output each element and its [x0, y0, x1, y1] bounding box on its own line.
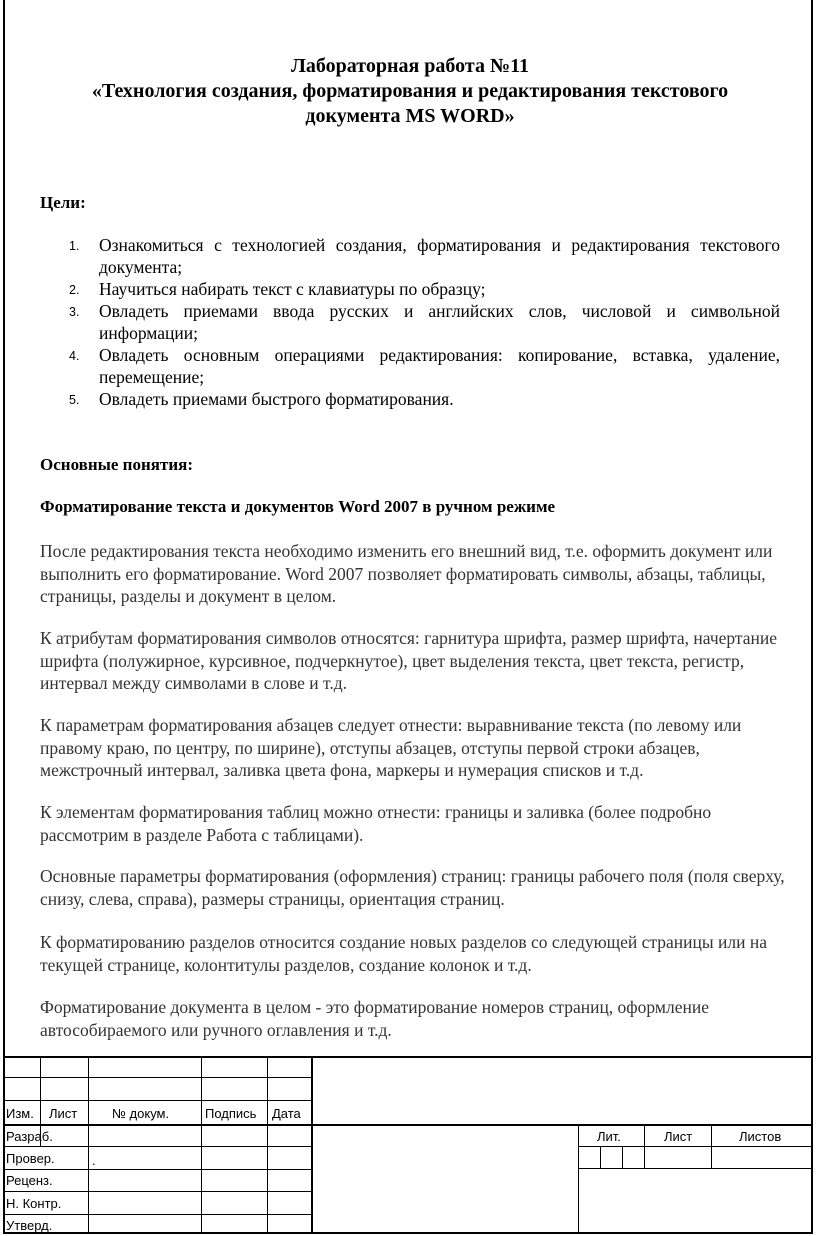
page-frame: [3, 0, 813, 1234]
stamp-prover: Провер.: [6, 1151, 55, 1166]
goal-text: Ознакомиться с технологией создания, форматирования и редактирования текстового документа;: [99, 235, 780, 277]
stamp-recenz: Реценз.: [6, 1173, 53, 1188]
goal-text: Овладеть основным операциями редактирования: копирование, вставка, удаление, перемещение;: [99, 345, 780, 387]
goal-item: [40, 344, 780, 388]
goals-heading: Цели:: [40, 193, 86, 212]
title-block-stamp: [3, 1056, 813, 1234]
goal-text: Овладеть приемами быстрого форматирования.: [99, 389, 454, 409]
stamp-signature: Подпись: [205, 1106, 257, 1121]
document-title: [40, 54, 780, 129]
stamp-razrab: Разраб.: [6, 1129, 53, 1144]
goal-number: 2.: [69, 283, 80, 297]
paragraph: Форматирование документа в целом - это форматирование номеров страниц, оформление автособираемого или ручного оглавления и т.д.: [40, 997, 709, 1040]
goal-text: Овладеть приемами ввода русских и английских слов, числовой и символьной информации;: [99, 301, 780, 343]
title-line-1: Лабораторная работа №11: [291, 55, 529, 77]
goals-list: [40, 234, 780, 410]
concepts-subheading: Форматирование текста и документов Word 2007 в ручном режиме: [40, 497, 556, 516]
title-line-3: документа MS WORD»: [305, 105, 515, 127]
stamp-list-col: Лист: [49, 1106, 78, 1121]
goal-item: [40, 300, 780, 344]
paragraph: Основные параметры форматирования (оформления) страниц: границы рабочего поля (поля сверху, снизу, слева, справа), размеры страницы, ориентация страниц.: [40, 866, 785, 909]
stamp-dot: .: [92, 1153, 96, 1168]
stamp-utverd: Утверд.: [6, 1218, 53, 1233]
stamp-lit: Лит.: [597, 1129, 621, 1144]
paragraph: К форматированию разделов относится создание новых разделов со следующей страницы или на текущей странице, колонтитулы разделов, создание колонок и т.д.: [40, 932, 768, 975]
stamp-date: Дата: [272, 1106, 301, 1121]
stamp-nkontr: Н. Контр.: [6, 1196, 62, 1211]
paragraph: После редактирования текста необходимо изменить его внешний вид, т.е. оформить документ или выполнить его форматирование. Word 2007 позволяет форматировать символы, абзацы, таблицы, страницы, разделы и документ в целом.: [40, 541, 773, 606]
goal-item: [40, 234, 780, 278]
goal-item: [40, 278, 780, 300]
goal-text: Научиться набирать текст с клавиатуры по образцу;: [99, 279, 486, 299]
goal-number: 1.: [69, 239, 80, 253]
stamp-sheet: Лист: [664, 1129, 693, 1144]
stamp-izm: Изм.: [6, 1106, 34, 1121]
title-line-2: «Технология создания, форматирования и редактирования текстового: [91, 80, 729, 102]
goal-number: 3.: [69, 305, 80, 319]
paragraph: К параметрам форматирования абзацев следует отнести: выравнивание текста (по левому или правому краю, по центру, по ширине), отступы абзацев, отступы первой строки абзацев, межстрочный интервал, заливка цвета фона, маркеры и нумерация списков и т.д.: [40, 715, 742, 780]
goal-item: [40, 388, 780, 410]
stamp-doc-number: № докум.: [112, 1106, 170, 1121]
paragraph: К атрибутам форматирования символов относятся: гарнитура шрифта, размер шрифта, начертание шрифта (полужирное, курсивное, подчеркнутое), цвет выделения текста, цвет текста, регистр, интервал между символами в слове и т.д.: [40, 628, 778, 693]
concepts-heading: Основные понятия:: [40, 455, 193, 474]
stamp-sheets: Листов: [739, 1129, 782, 1144]
paragraph: К элементам форматирования таблиц можно отнести: границы и заливка (более подробно рассмотрим в разделе Работа с таблицами).: [40, 802, 712, 845]
goal-number: 4.: [69, 349, 80, 363]
goal-number: 5.: [69, 393, 80, 407]
